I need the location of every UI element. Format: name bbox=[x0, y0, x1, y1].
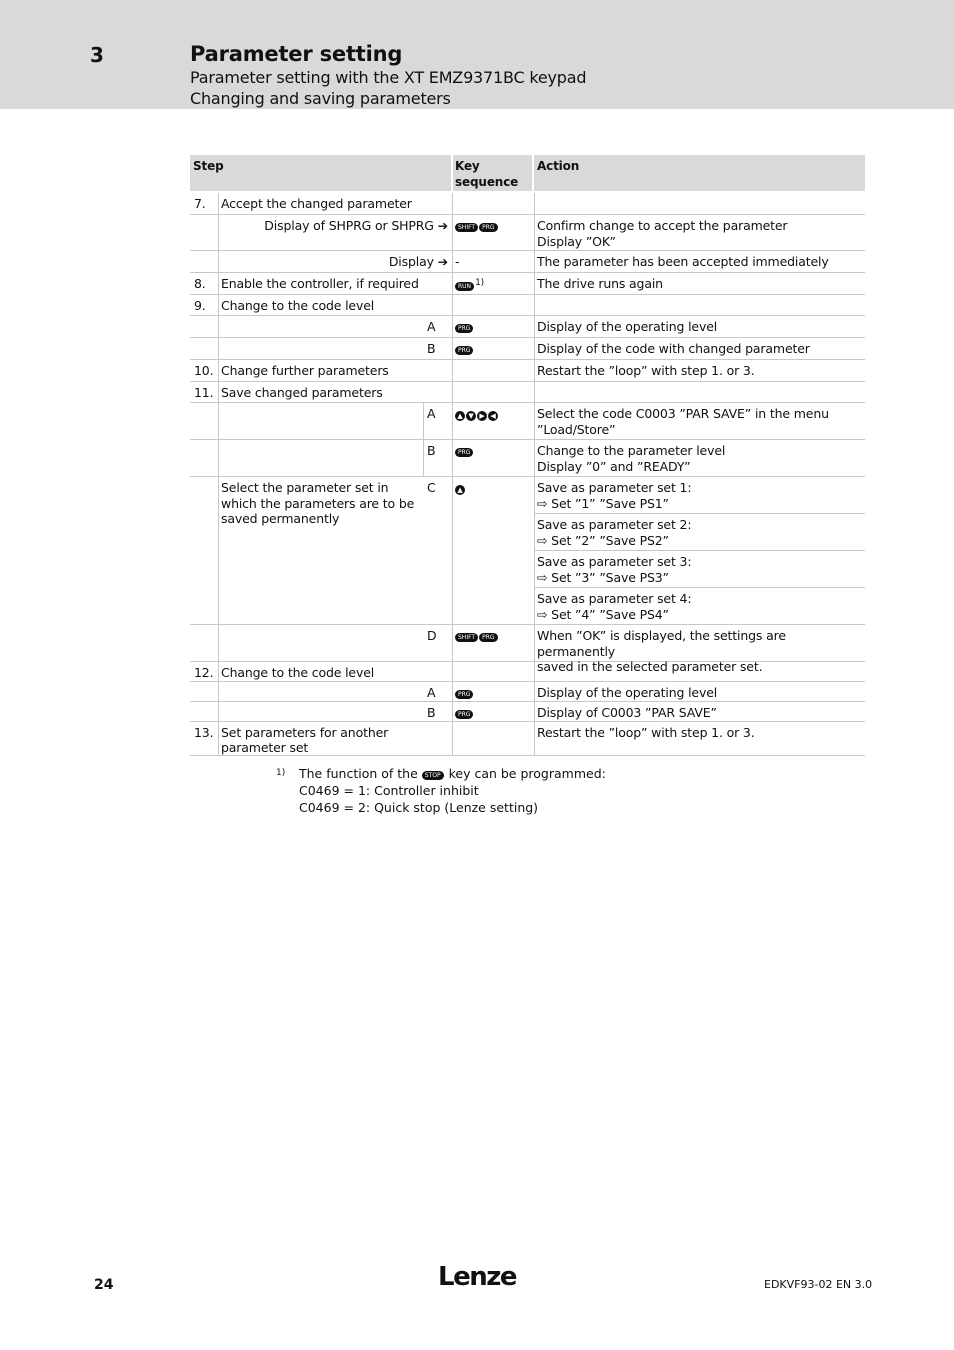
step-description: Set parameters for another parameter set bbox=[221, 725, 389, 755]
left-arrow-key-icon: ◀ bbox=[488, 411, 498, 421]
table-row bbox=[190, 316, 865, 338]
prg-key-icon: PRG bbox=[479, 223, 497, 232]
arrow-icon: ⇨ bbox=[537, 533, 548, 548]
substep-label: B bbox=[427, 443, 436, 458]
prg-key-icon: PRG bbox=[455, 346, 473, 355]
key-sequence bbox=[452, 316, 534, 337]
right-arrow-key-icon: ▶ bbox=[477, 411, 487, 421]
subtitle-keypad: Parameter setting with the XT EMZ9371BC keypad bbox=[190, 68, 587, 87]
step-number: 7. bbox=[194, 196, 206, 211]
header-action: Action bbox=[537, 159, 580, 173]
action-text: Display of the operating level bbox=[537, 685, 718, 700]
prg-key-icon: PRG bbox=[479, 633, 497, 642]
key-sequence bbox=[452, 215, 534, 250]
footnote-mark: 1) bbox=[276, 768, 286, 778]
table-row bbox=[190, 477, 865, 625]
prg-key-icon: PRG bbox=[455, 324, 473, 333]
page-number: 24 bbox=[94, 1277, 114, 1293]
table-row bbox=[190, 382, 865, 403]
table-row bbox=[190, 702, 865, 722]
arrow-icon: ⇨ bbox=[537, 607, 548, 622]
action-text: Display of the code with changed parameter bbox=[537, 341, 810, 356]
table-row bbox=[190, 193, 865, 215]
action-text: Confirm change to accept the parameter Display ”OK” bbox=[537, 218, 788, 249]
table-row bbox=[190, 295, 865, 316]
table-row bbox=[190, 273, 865, 295]
key-sequence bbox=[452, 338, 534, 359]
key-sequence bbox=[452, 273, 534, 294]
table-row bbox=[190, 682, 865, 702]
table-row bbox=[190, 338, 865, 360]
prg-key-icon: PRG bbox=[455, 710, 473, 719]
key-sequence bbox=[452, 625, 534, 661]
action-text: Display of the operating level bbox=[537, 319, 718, 334]
header-band bbox=[0, 0, 954, 109]
page-title: Parameter setting bbox=[190, 42, 403, 66]
step-description: Select the parameter set in which the parameters are to be saved permanently bbox=[221, 480, 415, 526]
step-description: Save changed parameters bbox=[221, 385, 383, 400]
parameter-steps-table bbox=[190, 155, 865, 756]
arrow-icon: ➔ bbox=[437, 254, 448, 269]
table-row bbox=[190, 662, 865, 682]
step-number: 9. bbox=[194, 298, 206, 313]
substep-label: B bbox=[427, 341, 436, 356]
step-description: Display ➔ bbox=[388, 254, 448, 269]
step-number: 8. bbox=[194, 276, 206, 291]
step-description: Accept the changed parameter bbox=[221, 196, 412, 211]
action-text: Display of C0003 ”PAR SAVE” bbox=[537, 705, 717, 720]
prg-key-icon: PRG bbox=[455, 448, 473, 457]
table-row bbox=[190, 251, 865, 273]
key-sequence bbox=[452, 477, 534, 624]
document-id: EDKVF93-02 EN 3.0 bbox=[764, 1278, 873, 1291]
action-text: Change to the parameter level Display ”0” and ”READY” bbox=[537, 443, 726, 474]
chapter-number: 3 bbox=[90, 43, 104, 67]
arrow-icon: ⇨ bbox=[537, 496, 548, 511]
header-key-sequence: Key sequence bbox=[455, 159, 519, 189]
step-number: 10. bbox=[194, 363, 214, 378]
footnote-ref: 1) bbox=[475, 278, 484, 288]
action-text: Restart the ”loop” with step 1. or 3. bbox=[537, 363, 755, 378]
key-sequence bbox=[452, 403, 534, 439]
table-row bbox=[190, 722, 865, 756]
arrow-icon: ⇨ bbox=[537, 570, 548, 585]
step-description: Change to the code level bbox=[221, 298, 375, 313]
prg-key-icon: PRG bbox=[455, 690, 473, 699]
step-description: Enable the controller, if required bbox=[221, 276, 419, 291]
table-header bbox=[190, 155, 865, 193]
action-text: The drive runs again bbox=[537, 276, 663, 291]
table-row bbox=[190, 215, 865, 251]
step-number: 13. bbox=[194, 725, 214, 740]
key-sequence bbox=[452, 440, 534, 476]
footnote-text: The function of the STOP key can be programmed: C0469 = 1: Controller inhibit C0469 = 2: Quick stop (Lenze setting) bbox=[299, 766, 606, 815]
table-row bbox=[190, 360, 865, 382]
up-arrow-key-icon: ▲ bbox=[455, 485, 465, 495]
shift-key-icon: SHIFT bbox=[455, 633, 478, 642]
substep-label: A bbox=[427, 319, 436, 334]
key-sequence: - bbox=[455, 254, 460, 269]
substep-label: B bbox=[427, 705, 436, 720]
lenze-logo: Lenze bbox=[438, 1262, 516, 1292]
key-sequence bbox=[452, 702, 534, 721]
action-options bbox=[534, 477, 865, 624]
action-text: Restart the ”loop” with step 1. or 3. bbox=[537, 725, 755, 740]
list-item: Save as parameter set 3: ⇨ Set ”3” ”Save PS3” bbox=[534, 551, 865, 588]
stop-key-icon: STOP bbox=[422, 771, 444, 780]
list-item: Save as parameter set 1: ⇨ Set ”1” ”Save PS1” bbox=[534, 477, 865, 514]
substep-label: A bbox=[427, 406, 436, 421]
step-description: Display of SHPRG or SHPRG ➔ bbox=[264, 218, 448, 233]
subtitle-changing: Changing and saving parameters bbox=[190, 89, 451, 108]
action-text: The parameter has been accepted immediately bbox=[537, 254, 829, 269]
action-text: When ”OK” is displayed, the settings are permanently saved in the selected parameter set. bbox=[537, 628, 786, 674]
substep-label: D bbox=[427, 628, 437, 643]
arrow-icon: ➔ bbox=[437, 218, 448, 233]
shift-key-icon: SHIFT bbox=[455, 223, 478, 232]
step-description: Change to the code level bbox=[221, 665, 375, 680]
header-step: Step bbox=[193, 159, 224, 173]
action-text: Select the code C0003 ”PAR SAVE” in the menu ”Load/Store” bbox=[537, 406, 829, 437]
step-number: 11. bbox=[194, 385, 214, 400]
table-row bbox=[190, 403, 865, 440]
up-arrow-key-icon: ▲ bbox=[455, 411, 465, 421]
substep-label: C bbox=[427, 480, 436, 495]
down-arrow-key-icon: ▼ bbox=[466, 411, 476, 421]
substep-label: A bbox=[427, 685, 436, 700]
step-description: Change further parameters bbox=[221, 363, 389, 378]
step-number: 12. bbox=[194, 665, 214, 680]
list-item: Save as parameter set 2: ⇨ Set ”2” ”Save PS2” bbox=[534, 514, 865, 551]
list-item: Save as parameter set 4: ⇨ Set ”4” ”Save PS4” bbox=[537, 591, 692, 622]
table-row bbox=[190, 440, 865, 477]
run-key-icon: RUN bbox=[455, 282, 474, 291]
key-sequence bbox=[452, 682, 534, 701]
